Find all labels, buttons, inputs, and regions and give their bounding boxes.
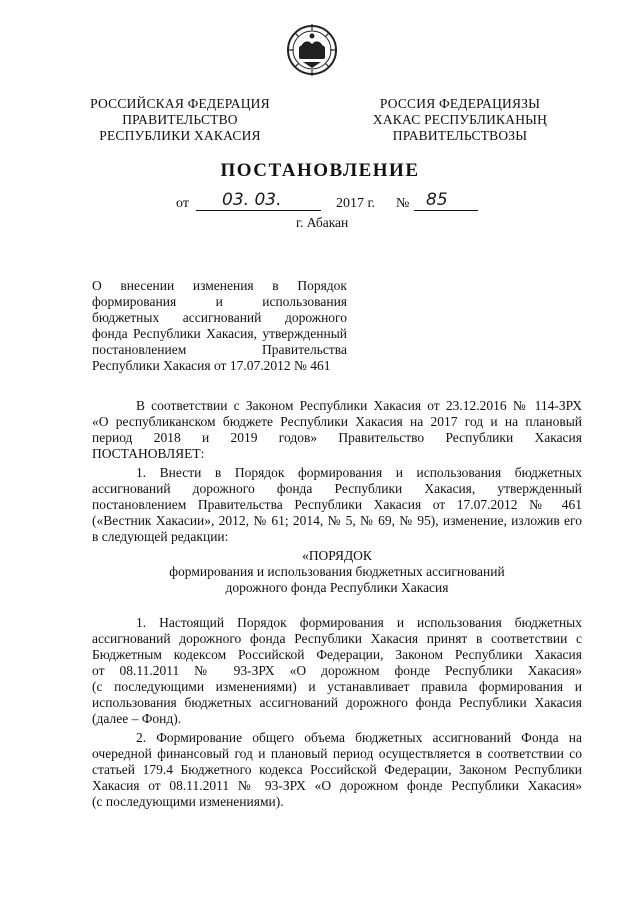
point-1	[92, 465, 582, 545]
coat-of-arms-icon	[286, 22, 338, 78]
preamble-line: ПОСТАНОВЛЯЕТ:	[92, 446, 205, 461]
point-1-line: 1. Внести в Порядок формирования и использования бюджетных	[136, 465, 582, 480]
point-1-line: постановлением Правительства Республики Хакасия от 17.07.2012 № 461	[92, 497, 582, 512]
order-p2-line: Хакасия от 08.11.2011 № 93-ЗРХ «О дорожном фонде Республики Хакасия»	[92, 778, 582, 793]
order-p2-line: статьей 179.4 Бюджетного кодекса Российской Федерации, Законом Республики	[92, 762, 582, 777]
subject-line: фонда Республики Хакасия, утвержденный	[92, 326, 347, 341]
order-p1-line: Бюджетным кодексом Российской Федерации, Законом Республики Хакасия	[92, 647, 582, 662]
order-title-line: формирования и использования бюджетных ассигнований	[169, 564, 505, 579]
city: г. Абакан	[296, 215, 349, 230]
order-paragraph-2	[92, 730, 582, 810]
order-p1-line: использования бюджетных ассигнований дорожного фонда Республики Хакасия	[92, 695, 582, 710]
handwritten-date: 03. 03.	[222, 190, 282, 210]
date-underline	[196, 210, 321, 211]
year: 2017 г.	[336, 196, 376, 211]
order-p2-line: (с последующими изменениями).	[92, 794, 284, 809]
handwritten-number: 85	[426, 190, 448, 210]
header-left-line: ПРАВИТЕЛЬСТВО	[122, 112, 238, 127]
point-1-line: («Вестник Хакасии», 2012, № 61; 2014, № 5, № 69, № 95), изменение, изложив его	[92, 513, 582, 528]
order-title-line: дорожного фонда Республики Хакасия	[225, 580, 449, 595]
number-underline	[414, 210, 478, 211]
subject-line: бюджетных ассигнований дорожного	[92, 310, 347, 325]
subject-line: постановлением Правительства	[92, 342, 347, 357]
point-1-line: в следующей редакции:	[92, 529, 229, 544]
header-left-line: РОССИЙСКАЯ ФЕДЕРАЦИЯ	[90, 96, 270, 111]
subject-line: формирования и использования	[92, 294, 347, 309]
order-p1-line: ассигнований дорожного фонда Республики Хакасия принят в соответствии с	[92, 631, 582, 646]
subject-block	[92, 278, 347, 374]
date-prefix: от	[176, 196, 189, 211]
order-p2-line: очередной финансовый год и плановый период осуществляется в соответствии со	[92, 746, 582, 761]
header-right-line: ПРАВИТЕЛЬСТВОЗЫ	[392, 128, 528, 143]
order-title	[92, 548, 582, 596]
header-right-line: РОССИЯ ФЕДЕРАЦИЯЗЫ	[379, 96, 541, 111]
subject-line: О внесении изменения в Порядок	[92, 278, 347, 293]
order-title-line: «ПОРЯДОК	[302, 548, 372, 563]
document-title: ПОСТАНОВЛЕНИЕ	[220, 160, 420, 181]
order-p1-line: 1. Настоящий Порядок формирования и использования бюджетных	[136, 615, 582, 630]
point-1-line: ассигнований дорожного фонда Республики Хакасия, утвержденный	[92, 481, 582, 496]
order-p1-line: от 08.11.2011 № 93-ЗРХ «О дорожном фонде Республики Хакасия»	[92, 663, 582, 678]
order-p2-line: 2. Формирование общего объема бюджетных ассигнований Фонда на	[136, 730, 582, 745]
header-right	[350, 96, 570, 144]
header-right-line: ХАКАС РЕСПУБЛИКАНЫҢ	[372, 112, 548, 127]
preamble-line: В соответствии с Законом Республики Хакасия от 23.12.2016 № 114-ЗРХ	[136, 398, 582, 413]
header-left	[70, 96, 290, 144]
number-prefix: №	[396, 196, 410, 211]
header-left-line: РЕСПУБЛИКИ ХАКАСИЯ	[99, 128, 261, 143]
preamble-line: период 2018 и 2019 годов» Правительство Республики Хакасия	[92, 430, 582, 445]
order-paragraph-1	[92, 615, 582, 727]
preamble-line: «О республиканском бюджете Республики Хакасия на 2017 год и на плановый	[92, 414, 582, 429]
preamble	[92, 398, 582, 462]
subject-line: Республики Хакасия от 17.07.2012 № 461	[92, 358, 331, 373]
order-p1-line: (с последующими изменениями) и устанавливает правила формирования и	[92, 679, 582, 694]
order-p1-line: (далее – Фонд).	[92, 711, 182, 726]
